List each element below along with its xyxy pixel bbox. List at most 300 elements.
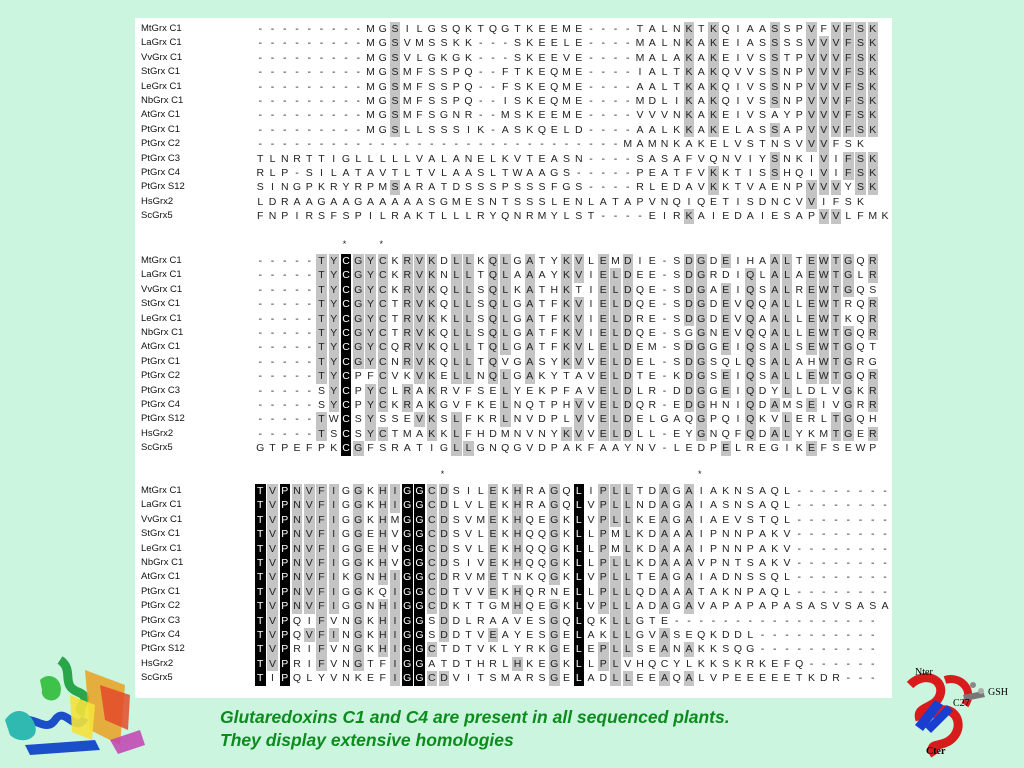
residue: K — [562, 283, 570, 296]
residue: I — [663, 210, 666, 223]
residue: S — [391, 23, 399, 35]
residue: - — [503, 51, 507, 64]
residue: T — [734, 181, 742, 194]
residue: - — [871, 657, 875, 670]
residue: - — [626, 95, 630, 107]
residue: A — [685, 571, 693, 584]
residue: Q — [770, 499, 779, 512]
residue: F — [379, 657, 386, 670]
residue: G — [403, 585, 412, 598]
residue: K — [391, 283, 399, 296]
residue: K — [673, 123, 681, 136]
residue: G — [635, 629, 645, 641]
residue: L — [588, 341, 594, 354]
residue: L — [451, 412, 462, 426]
residue: S — [526, 181, 534, 194]
residue: G — [415, 571, 424, 584]
residue: F — [306, 442, 313, 455]
residue: H — [513, 657, 522, 670]
residue: S — [391, 123, 399, 136]
residue: T — [538, 341, 546, 354]
residue: Q — [635, 399, 645, 411]
residue: S — [391, 66, 399, 79]
residue: N — [280, 181, 289, 194]
residue: N — [342, 629, 350, 641]
residue: M — [819, 427, 829, 440]
residue: Q — [856, 370, 865, 383]
residue: K — [501, 485, 509, 497]
residue: K — [697, 657, 705, 670]
residue: S — [391, 413, 399, 426]
residue: P — [281, 571, 289, 584]
residue: P — [354, 210, 362, 223]
residue: - — [589, 152, 593, 165]
residue: E — [575, 37, 583, 50]
residue: V — [526, 427, 534, 440]
residue: M — [476, 571, 486, 584]
residue: - — [601, 23, 605, 35]
residue: - — [283, 427, 287, 440]
residue: - — [846, 528, 850, 541]
residue: L — [500, 326, 511, 340]
residue: G — [844, 399, 853, 411]
residue: - — [858, 542, 863, 555]
residue: D — [623, 413, 632, 426]
residue: N — [721, 542, 730, 555]
residue: V — [807, 138, 815, 151]
residue: - — [883, 571, 887, 584]
residue: V — [783, 528, 791, 541]
residue: I — [390, 628, 401, 642]
residue: L — [588, 528, 594, 541]
residue: G — [844, 327, 853, 339]
residue: G — [341, 152, 351, 165]
residue: G — [354, 355, 363, 368]
residue: A — [648, 23, 656, 35]
residue: A — [660, 167, 668, 179]
residue: S — [428, 195, 436, 208]
residue: K — [673, 370, 681, 383]
residue: E — [538, 66, 546, 79]
residue: E — [477, 152, 485, 165]
alignment-row — [135, 513, 892, 527]
residue: V — [771, 413, 779, 426]
residue: I — [329, 599, 340, 613]
residue: Q — [501, 210, 510, 223]
residue: I — [736, 283, 740, 296]
residue: S — [771, 37, 779, 50]
residue: G — [550, 499, 559, 512]
residue: R — [403, 384, 412, 397]
residue: S — [440, 23, 448, 35]
residue: G — [341, 585, 351, 598]
residue: L — [269, 152, 276, 165]
residue: - — [283, 23, 287, 35]
residue: V — [832, 123, 840, 136]
residue: R — [329, 181, 338, 194]
residue: A — [587, 629, 595, 641]
residue: G — [672, 571, 681, 584]
residue: S — [391, 181, 399, 194]
residue: - — [479, 138, 483, 151]
alignment-row — [135, 527, 892, 541]
residue: S — [317, 399, 325, 411]
residue: V — [464, 571, 472, 584]
residue: S — [452, 557, 460, 569]
residue: - — [834, 657, 838, 670]
residue: K — [489, 643, 497, 656]
residue: - — [809, 585, 814, 598]
residue: T — [453, 585, 460, 598]
residue: T — [316, 340, 327, 354]
residue: E — [771, 210, 779, 223]
residue: D — [440, 672, 448, 685]
residue: V — [415, 355, 423, 368]
residue: - — [270, 384, 275, 397]
residue: - — [675, 614, 679, 627]
residue: F — [820, 23, 827, 35]
residue: - — [258, 327, 262, 339]
residue: N — [293, 585, 301, 598]
residue: E — [538, 51, 546, 64]
residue: F — [843, 94, 854, 108]
residue: E — [709, 195, 717, 208]
residue: Q — [672, 195, 681, 208]
alignment-row — [135, 80, 892, 94]
residue: V — [415, 255, 423, 267]
residue: S — [771, 123, 779, 136]
residue: H — [378, 629, 387, 641]
residue: - — [797, 542, 801, 555]
residue: S — [477, 167, 485, 179]
residue: G — [513, 298, 522, 311]
sequence-name: PtGrx S12 — [141, 413, 185, 425]
residue: F — [367, 442, 374, 455]
residue: Q — [562, 614, 571, 627]
residue: V — [746, 51, 754, 64]
residue: E — [648, 643, 656, 656]
residue: - — [797, 643, 801, 656]
residue: T — [355, 167, 362, 179]
residue: S — [856, 66, 864, 79]
residue: K — [428, 327, 436, 339]
residue: - — [809, 614, 814, 627]
residue: D — [623, 370, 632, 383]
residue: E — [575, 66, 583, 79]
residue: S — [452, 123, 460, 136]
residue: E — [550, 109, 558, 122]
residue: K — [795, 152, 803, 165]
residue: K — [856, 384, 864, 397]
residue: F — [843, 123, 854, 137]
residue: G — [746, 643, 755, 656]
residue: - — [883, 542, 887, 555]
residue: K — [538, 384, 546, 397]
residue: P — [746, 528, 754, 541]
residue: Y — [330, 283, 338, 296]
residue: - — [871, 585, 875, 598]
residue: - — [834, 499, 838, 512]
residue: T — [465, 629, 472, 641]
residue: R — [476, 210, 485, 223]
residue: E — [293, 442, 301, 455]
residue: A — [697, 37, 705, 50]
residue: S — [746, 557, 754, 569]
residue: L — [623, 527, 634, 541]
residue: C — [342, 370, 350, 383]
residue: Q — [746, 399, 755, 411]
alignment-row — [135, 22, 892, 36]
residue: E — [722, 210, 730, 223]
residue: - — [270, 399, 275, 411]
residue: K — [428, 384, 436, 397]
residue: E — [489, 384, 497, 397]
residue: R — [280, 195, 289, 208]
residue: D — [721, 571, 730, 584]
residue: - — [356, 138, 360, 151]
residue: D — [685, 355, 693, 368]
sequence-name: PtGrx C4 — [141, 399, 181, 410]
residue: K — [869, 167, 877, 179]
residue: V — [587, 355, 595, 368]
residue: S — [428, 66, 436, 79]
residue: P — [709, 528, 717, 541]
residue: L — [588, 657, 594, 670]
residue: - — [809, 629, 814, 641]
residue: - — [344, 80, 348, 93]
residue: W — [512, 167, 523, 179]
residue: - — [846, 571, 850, 584]
residue: P — [795, 95, 803, 107]
residue: V — [648, 195, 656, 208]
residue: K — [477, 413, 485, 426]
residue: E — [648, 571, 656, 584]
residue: A — [758, 557, 766, 569]
residue: G — [844, 283, 853, 296]
residue: I — [295, 210, 299, 223]
residue: G — [403, 657, 412, 670]
residue: - — [601, 80, 605, 93]
residue: R — [403, 327, 412, 339]
residue: M — [611, 528, 620, 541]
residue: - — [258, 370, 262, 383]
residue: V — [415, 341, 423, 354]
residue: S — [636, 643, 644, 656]
residue: - — [613, 210, 618, 223]
residue: W — [855, 442, 866, 455]
residue: T — [831, 412, 842, 426]
residue: A — [660, 629, 668, 641]
residue: P — [709, 542, 717, 555]
residue: K — [795, 442, 803, 455]
residue: - — [491, 123, 495, 136]
residue: G — [354, 542, 363, 555]
residue: K — [391, 399, 399, 411]
residue: L — [782, 312, 793, 326]
residue: K — [869, 123, 877, 136]
residue: G — [697, 298, 706, 311]
residue: E — [489, 513, 497, 526]
residue: F — [316, 570, 327, 584]
residue: D — [709, 312, 718, 325]
residue: E — [722, 51, 730, 64]
sequence-name: VvGrx C1 — [141, 51, 183, 63]
residue: Y — [795, 427, 803, 440]
residue: P — [452, 66, 460, 79]
residue: - — [307, 355, 311, 368]
residue: K — [440, 51, 448, 64]
residue: Q — [746, 370, 755, 383]
residue: - — [307, 427, 311, 440]
residue: G — [403, 499, 412, 512]
residue: H — [378, 557, 387, 569]
residue: G — [415, 542, 424, 555]
residue: K — [342, 571, 350, 584]
residue: E — [538, 513, 546, 526]
residue: G — [844, 370, 853, 383]
residue: I — [699, 485, 703, 497]
residue: P — [795, 80, 803, 93]
sequence-name: LeGrx C1 — [141, 542, 182, 554]
caption-line-2: They display extensive homologies — [220, 730, 514, 750]
residue: W — [818, 312, 829, 325]
alignment-row — [135, 123, 892, 137]
residue: T — [269, 442, 276, 455]
residue: D — [623, 255, 632, 267]
residue: V — [526, 413, 534, 426]
residue: A — [881, 600, 889, 613]
residue: T — [316, 297, 327, 311]
residue: E — [550, 123, 558, 136]
residue: - — [871, 513, 875, 526]
residue: - — [809, 657, 814, 670]
residue: Q — [488, 255, 498, 267]
residue: E — [599, 341, 607, 354]
alignment-row — [135, 51, 892, 65]
residue: V — [575, 427, 583, 440]
residue: R — [452, 571, 461, 584]
residue: V — [820, 138, 828, 151]
residue: Q — [770, 513, 779, 526]
residue: R — [489, 413, 497, 426]
residue: S — [758, 355, 766, 368]
residue: E — [648, 312, 656, 325]
residue: S — [489, 672, 497, 685]
residue: G — [550, 513, 559, 526]
residue: K — [562, 427, 570, 440]
residue: L — [355, 152, 362, 165]
residue: L — [661, 51, 668, 64]
residue: - — [822, 513, 826, 526]
residue: G — [513, 255, 522, 267]
residue: I — [736, 80, 740, 93]
residue: L — [551, 195, 558, 208]
residue: Q — [795, 167, 804, 179]
residue: Q — [525, 399, 534, 411]
residue: V — [330, 643, 338, 656]
alignment-row — [135, 614, 892, 628]
residue: P — [869, 442, 877, 455]
residue: K — [685, 66, 693, 79]
residue: V — [807, 51, 815, 64]
residue: K — [881, 210, 889, 223]
residue: - — [662, 370, 667, 383]
residue: V — [820, 167, 828, 179]
residue: P — [599, 600, 607, 613]
residue: - — [858, 557, 863, 569]
residue: T — [440, 657, 448, 670]
residue: L — [574, 599, 585, 613]
residue: C — [378, 312, 387, 325]
residue: A — [501, 614, 509, 627]
caption-line-1: Glutaredoxins C1 and C4 are present in all sequenced plants. — [220, 707, 730, 727]
residue: M — [402, 95, 412, 107]
conservation-marker: * — [440, 469, 445, 479]
residue: H — [378, 513, 387, 526]
residue: Y — [844, 181, 852, 194]
alignment-row — [135, 369, 892, 383]
residue: I — [589, 283, 593, 296]
residue: K — [366, 557, 374, 569]
residue: V — [268, 528, 276, 541]
residue: S — [391, 80, 399, 93]
residue: R — [403, 355, 412, 368]
residue: G — [562, 181, 571, 194]
residue: T — [636, 370, 644, 383]
residue: S — [746, 195, 754, 208]
residue: T — [255, 542, 266, 556]
residue: G — [844, 413, 853, 426]
residue: G — [292, 181, 302, 194]
residue: V — [575, 355, 583, 368]
residue: T — [428, 210, 435, 223]
residue: F — [316, 585, 327, 599]
residue: M — [611, 255, 620, 267]
residue: D — [440, 557, 448, 569]
residue: A — [366, 195, 374, 208]
residue: K — [562, 269, 570, 282]
residue: M — [402, 427, 412, 440]
residue: L — [574, 585, 585, 599]
residue: D — [648, 542, 657, 555]
residue: V — [807, 80, 815, 93]
residue: A — [624, 195, 632, 208]
residue: N — [342, 657, 350, 670]
residue: A — [648, 80, 656, 93]
residue: R — [636, 312, 644, 325]
residue: - — [822, 528, 826, 541]
residue: N — [391, 355, 399, 368]
residue: I — [675, 95, 679, 107]
conservation-marker: * — [698, 469, 702, 479]
residue: V — [795, 195, 803, 208]
residue: K — [709, 629, 717, 641]
residue: I — [822, 399, 826, 411]
residue: - — [834, 485, 838, 497]
residue: - — [307, 109, 311, 122]
residue: D — [685, 341, 693, 354]
residue: M — [562, 80, 571, 93]
residue: K — [685, 37, 693, 50]
residue: V — [268, 629, 276, 641]
residue: G — [354, 600, 363, 613]
residue: L — [588, 557, 594, 569]
residue: S — [513, 51, 521, 64]
alignment-row — [135, 166, 892, 180]
sequence-name: PtGrx C1 — [141, 585, 181, 597]
residue: T — [316, 283, 327, 297]
residue: K — [771, 557, 779, 569]
